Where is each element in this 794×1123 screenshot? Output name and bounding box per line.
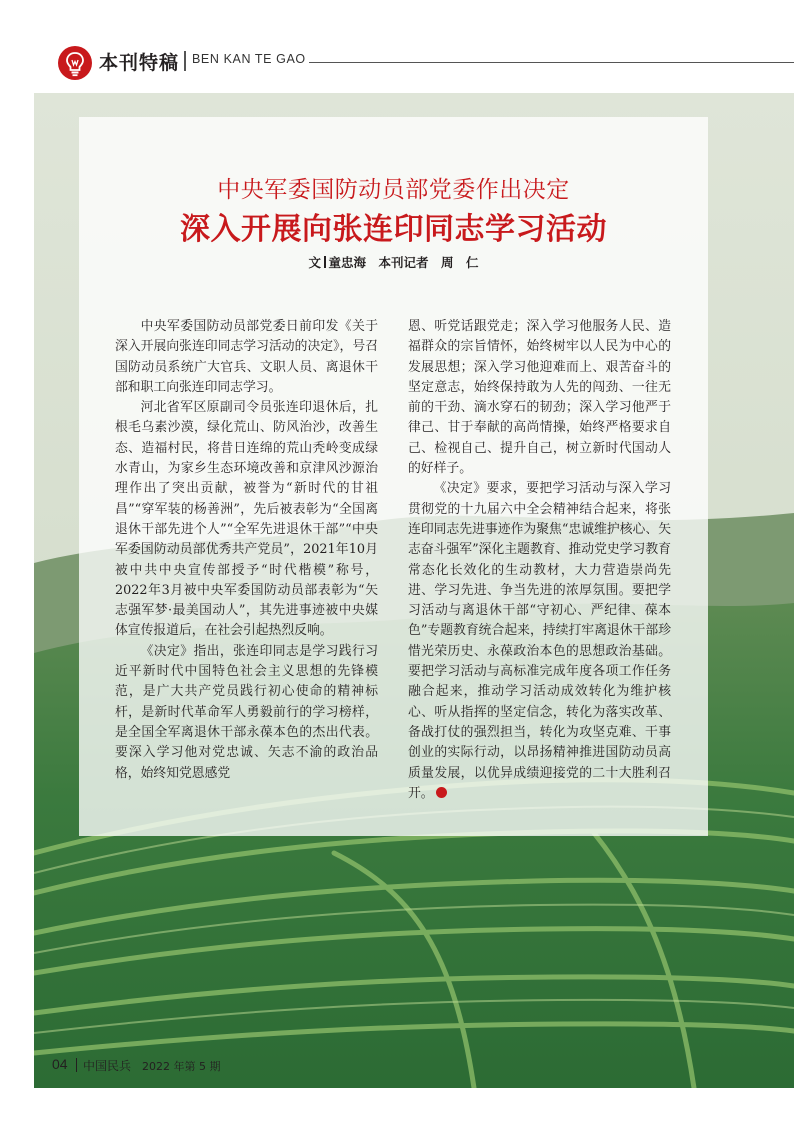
page-number: 04 <box>52 1056 68 1072</box>
article-right-column <box>408 317 671 804</box>
paragraph-text: 《决定》要求，要把学习活动与深入学习贯彻党的十九届六中全会精神结合起来，将张连印同志先进事迹作为聚焦“忠诚维护核心、矢志奋斗强军”深化主题教育、推动党史学习教育常态化长效化的生动教材，大力营造崇尚先进、学习先进、争当先进的浓厚氛围。要把学习活动与离退休干部“守初心、严纪律、葆本色”专题教育统合起来，持续打牢离退休干部珍惜光荣历史、永葆政治本色的思想政治基础。要把学习活动与高标准完成年度各项工作任务融合起来，推动学习活动成效转化为维护核心、听从指挥的坚定信念，转化为落实改革、备战打仗的强烈担当，转化为攻坚克难、干事创业的实际行动，以昂扬精神推进国防动员高质量发展，以优异成绩迎接党的二十大胜利召开。 <box>408 481 671 801</box>
article-title-line1: 中央军委国防动员部党委作出决定 <box>217 177 570 203</box>
section-subtitle: BEN KAN TE GAO <box>192 52 306 66</box>
byline <box>79 253 708 271</box>
paragraph <box>408 479 671 804</box>
paragraph: 《决定》指出，张连印同志是学习践行习近平新时代中国特色社会主义思想的先锋模范，是广大共产党员践行初心使命的精神标杆，是新时代革命军人勇毅前行的学习榜样，是全国全军离退休干部永葆本色的杰出代表。要深入学习他对党忠诚、矢志不渝的政治品格，始终知党恩感党 <box>115 643 378 781</box>
lightbulb-icon <box>58 46 92 80</box>
end-mark-icon <box>436 787 447 798</box>
paragraph: 中央军委国防动员部党委日前印发《关于深入开展向张连印同志学习活动的决定》，号召国防动员系统广大官兵、文职人员、离退休干部和职工向张连印同志学习。 <box>115 319 378 395</box>
page-header <box>0 0 794 92</box>
article-left-column <box>115 317 378 784</box>
footer-divider <box>76 1058 77 1072</box>
header-divider <box>184 51 186 71</box>
byline-prefix: 文 <box>308 255 321 270</box>
article-title-line2: 深入开展向张连印同志学习活动 <box>180 212 607 247</box>
section-title: 本刊特稿 <box>99 52 180 74</box>
byline-authors: 童忠海 本刊记者 周 仁 <box>328 255 479 270</box>
byline-divider <box>324 256 326 268</box>
magazine-name: 中国民兵 <box>83 1059 132 1073</box>
header-rule <box>309 62 794 63</box>
issue-label: 2022 年第 5 期 <box>142 1060 221 1073</box>
paragraph: 河北省军区原副司令员张连印退休后，扎根毛乌素沙漠，绿化荒山、防风治沙，改善生态、造福村民，将昔日连绵的荒山秃岭变成绿水青山，为家乡生态环境改善和京津风沙源治理作出了突出贡献，被誉为“新时代的甘祖昌”“穿军装的杨善洲”，先后被表彰为“全国离退休干部先进个人”“全军先进退休干部”“中央军委国防动员部优秀共产党员”，2021年10月被中共中央宣传部授予“时代楷模”称号，2022年3月被中央军委国防动员部表彰为“矢志强军梦·最美国动人”，其先进事迹被中央媒体宣传报道后，在社会引起热烈反响。 <box>115 400 378 639</box>
paragraph: 恩、听党话跟党走；深入学习他服务人民、造福群众的宗旨情怀，始终树牢以人民为中心的发展思想；深入学习他迎难而上、艰苦奋斗的坚定意志，始终保持敢为人先的闯劲、一往无前的干劲、滴水穿石的韧劲；深入学习他严于律己、甘于奉献的高尚情操，始终严格要求自己、检视自己、提升自己，树立新时代国动人的好样子。 <box>408 319 671 477</box>
